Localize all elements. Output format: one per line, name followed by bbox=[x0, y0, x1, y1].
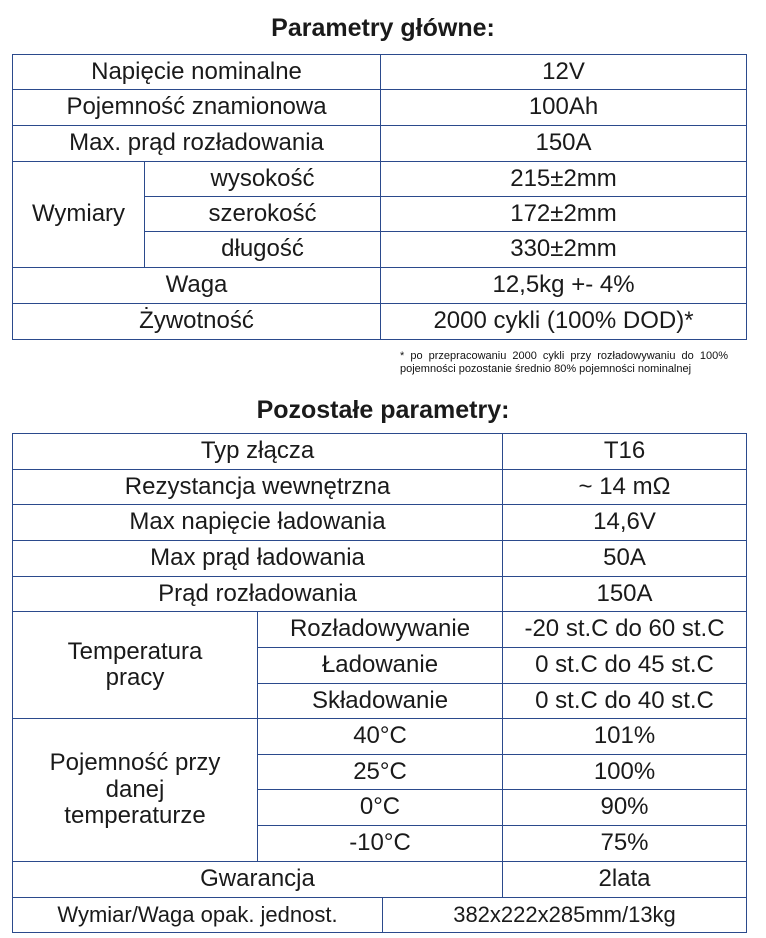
sub-label: 0°C bbox=[258, 790, 503, 826]
row-value: 100Ah bbox=[381, 90, 747, 126]
row-value: 101% bbox=[503, 719, 747, 755]
row-label: Żywotność bbox=[13, 304, 381, 340]
table-row bbox=[13, 55, 747, 90]
table-row bbox=[13, 577, 747, 612]
table-row bbox=[13, 304, 747, 340]
row-label: Max prąd ładowania bbox=[13, 541, 503, 577]
footnote: * po przepracowaniu 2000 cykli przy rozładowywaniu do 100% pojemności pozostanie średnio 80% pojemności nominalnej bbox=[400, 350, 728, 375]
sub-label: 25°C bbox=[258, 755, 503, 790]
row-label: Napięcie nominalne bbox=[13, 55, 381, 90]
row-value: 2lata bbox=[503, 862, 747, 898]
sub-label: wysokość bbox=[145, 162, 381, 197]
row-label: Prąd rozładowania bbox=[13, 577, 503, 612]
table-row bbox=[13, 90, 747, 126]
other-parameters-table bbox=[12, 433, 747, 933]
row-value: 0 st.C do 45 st.C bbox=[503, 648, 747, 684]
table-row bbox=[13, 898, 747, 933]
sub-label: 40°C bbox=[258, 719, 503, 755]
row-value: 100% bbox=[503, 755, 747, 790]
main-parameters-heading: Parametry główne: bbox=[271, 14, 495, 42]
row-value: 382x222x285mm/13kg bbox=[383, 898, 747, 933]
temperature-label: Temperatura pracy bbox=[13, 612, 258, 719]
sub-label: Składowanie bbox=[258, 684, 503, 719]
row-value: 215±2mm bbox=[381, 162, 747, 197]
row-value: 90% bbox=[503, 790, 747, 826]
row-value: T16 bbox=[503, 434, 747, 470]
row-value: 330±2mm bbox=[381, 232, 747, 268]
row-value: 12,5kg +- 4% bbox=[381, 268, 747, 304]
other-parameters-heading: Pozostałe parametry: bbox=[256, 396, 510, 424]
table-row bbox=[13, 434, 747, 470]
row-label: Max napięcie ładowania bbox=[13, 505, 503, 541]
sub-label: szerokość bbox=[145, 197, 381, 232]
table-row bbox=[13, 719, 747, 755]
row-label: Waga bbox=[13, 268, 381, 304]
dimensions-label: Wymiary bbox=[13, 162, 145, 268]
table-row bbox=[13, 162, 747, 197]
sub-label: Ładowanie bbox=[258, 648, 503, 684]
table-row bbox=[13, 541, 747, 577]
capacity-temperature-label: Pojemność przy danej temperaturze bbox=[13, 719, 258, 862]
row-value: 150A bbox=[503, 577, 747, 612]
row-value: 14,6V bbox=[503, 505, 747, 541]
table-row bbox=[13, 470, 747, 505]
row-label: Max. prąd rozładowania bbox=[13, 126, 381, 162]
table-row bbox=[13, 612, 747, 648]
table-row bbox=[13, 862, 747, 898]
table-row bbox=[13, 126, 747, 162]
row-value: 150A bbox=[381, 126, 747, 162]
row-label: Rezystancja wewnętrzna bbox=[13, 470, 503, 505]
row-value: 50A bbox=[503, 541, 747, 577]
row-value: -20 st.C do 60 st.C bbox=[503, 612, 747, 648]
row-label: Wymiar/Waga opak. jednost. bbox=[13, 898, 383, 933]
row-label: Pojemność znamionowa bbox=[13, 90, 381, 126]
row-value: 0 st.C do 40 st.C bbox=[503, 684, 747, 719]
row-value: 2000 cykli (100% DOD)* bbox=[381, 304, 747, 340]
row-value: 75% bbox=[503, 826, 747, 862]
main-parameters-table bbox=[12, 54, 747, 340]
table-row bbox=[13, 505, 747, 541]
row-label: Typ złącza bbox=[13, 434, 503, 470]
sub-label: -10°C bbox=[258, 826, 503, 862]
row-value: 12V bbox=[381, 55, 747, 90]
row-label: Gwarancja bbox=[13, 862, 503, 898]
sub-label: długość bbox=[145, 232, 381, 268]
row-value: ~ 14 mΩ bbox=[503, 470, 747, 505]
row-value: 172±2mm bbox=[381, 197, 747, 232]
sub-label: Rozładowywanie bbox=[258, 612, 503, 648]
table-row bbox=[13, 268, 747, 304]
